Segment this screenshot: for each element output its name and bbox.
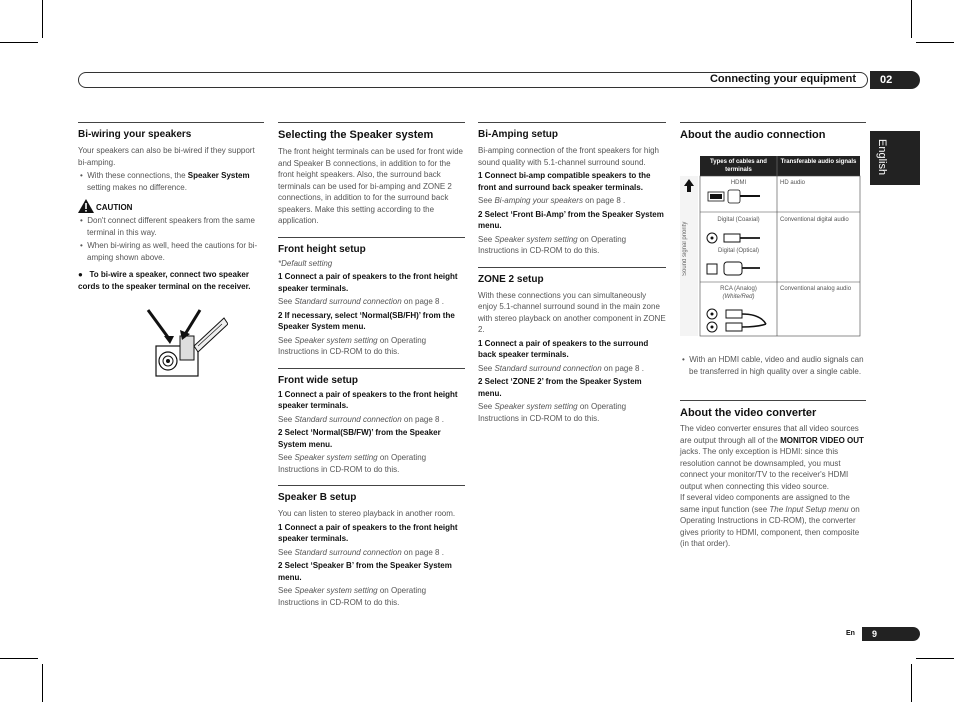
subsection-title: ZONE 2 setup [478,273,544,285]
table-row-signal: Conventional analog audio [780,286,852,292]
column-speaker-system [278,122,465,608]
subsection-title: Front height setup [278,243,366,255]
zone2-section: ZONE 2 setup With these connections you can simultaneously enjoy 5.1-channel surround sound in the main zone with stereo playback on another component in ZONE 2. 1 Connect a pair of speakers to the surround back speaker terminals. See Standard surround connection on page 8 . 2 Select ‘ZONE 2’ from the Speaker System menu. See Speaker system setting on Operating Instructions in CD-ROM to do this. [478,267,666,425]
speaker-b-section: Speaker B setup You can listen to stereo playback in another room. 1 Connect a pair of speakers to the front height speaker terminals. See Standard surround connection on page 8 . 2 Select ‘Speaker B’ from the Speaker System menu. See Speaker system setting on Operating Instructions in CD-ROM to do this. [278,485,465,608]
caution-heading: CAUTION [78,199,264,213]
section-title: About the audio connection [680,129,826,141]
section-title: About the video converter [680,407,817,419]
table-row-signal: HD audio [780,180,806,186]
crop-mark [911,664,912,702]
table-row-cable: Digital (Coaxial) [717,217,760,223]
column-bi-wiring [78,122,264,386]
audio-note: • With an HDMI cable, video and audio signals can be transferred in high quality over a single cable. [682,355,864,376]
front-height-section: Front height setup *Default setting 1 Connect a pair of speakers to the front height speaker terminals. See Standard surround connection on page 8 . 2 If necessary, select ‘Normal(SB/FH)’ from the Speaker System menu. See Speaker system setting on Operating Instructions in CD-ROM to do this. [278,237,465,358]
crop-mark [916,658,954,659]
language-tab: English [870,131,920,185]
crop-mark [0,658,38,659]
chapter-title: Connecting your equipment [709,73,856,85]
footer-language: En [846,630,855,637]
table-header-cables: Types of cables and terminals [710,159,767,173]
section-title: Bi-wiring your speakers [78,129,192,140]
crop-mark [42,664,43,702]
table-header-signals: Transferable audio signals [780,159,857,165]
coaxial-connector-icon [707,233,760,243]
optical-connector-icon [707,262,760,275]
column-audio-video [680,122,866,142]
warning-icon [78,199,94,213]
intro-text: The front height terminals can be used for front wide and Speaker B connections, in addition to for the front height speakers. Also, the surround back terminals can be used for bi-amping and ZONE 2 connections, in addition to for the surround back speakers. Make this setting according to the application. [278,147,463,225]
speaker-terminal-illustration [138,306,228,386]
table-row-cable: HDMI [730,180,747,186]
intro-text: Your speakers can also be bi-wired if they support bi-amping. [78,146,255,167]
bullet-item: • When bi-wiring as well, heed the cautions for bi-amping shown above. [80,241,258,262]
subsection-title: Front wide setup [278,374,358,386]
table-row-signal: Conventional digital audio [780,217,849,223]
bullet-item: • With these connections, the Speaker System setting makes no difference. [80,171,250,192]
table-row-cable: RCA (Analog) [720,286,757,292]
crop-mark [0,42,38,43]
chapter-number: 02 [870,71,920,89]
section-title: Selecting the Speaker system [278,129,434,141]
rca-connector-icon [707,309,766,332]
subsection-title: Speaker B setup [278,492,357,503]
hdmi-connector-icon [708,190,760,203]
video-converter-section: About the video converter The video converter ensures that all video sources are output through all of the MONITOR VIDEO OUT jacks. The only exception is HDMI: since this resolution cannot be downsampled, you must connect your monitor/TV to the receiver's HDMI output when connecting this video source. If several video components are assigned to the same input function (see The Input Setup menu on Operating Instructions in CD-ROM), the converter gives priority to HDMI, component, then composite (in that order). [680,400,866,550]
instruction-text: ● To bi-wire a speaker, connect two speaker cords to the speaker terminal on the receiver. [78,270,251,291]
priority-label: Sound signal priority [682,221,688,276]
table-row-cable-sub: (White/Red) [722,294,755,300]
page-number: 9 [862,627,920,641]
crop-mark [42,0,43,38]
crop-mark [911,0,912,38]
crop-mark [916,42,954,43]
bullet-item: • Don't connect different speakers from the same terminal in this way. [80,216,255,237]
column-bi-amping [478,122,666,424]
bi-amp-section: Bi-Amping setup Bi-amping connection of the front speakers for high sound quality with 5.1-channel surround sound. 1 Connect bi-amp compatible speakers to the front and surround back speaker terminals. See Bi-amping your speakers on page 8 . 2 Select ‘Front Bi-Amp’ from the Speaker System menu. See Speaker system setting on Operating Instructions in CD-ROM to do this. [478,122,666,257]
table-row-cable: Digital (Optical) [717,248,759,254]
subsection-title: Bi-Amping setup [478,129,558,140]
front-wide-section: Front wide setup 1 Connect a pair of speakers to the front height speaker terminals. See Standard surround connection on page 8 . 2 Select ‘Normal(SB/FW)’ from the Speaker System menu. See Speaker system setting on Operating Instructions in CD-ROM to do this. [278,368,465,476]
